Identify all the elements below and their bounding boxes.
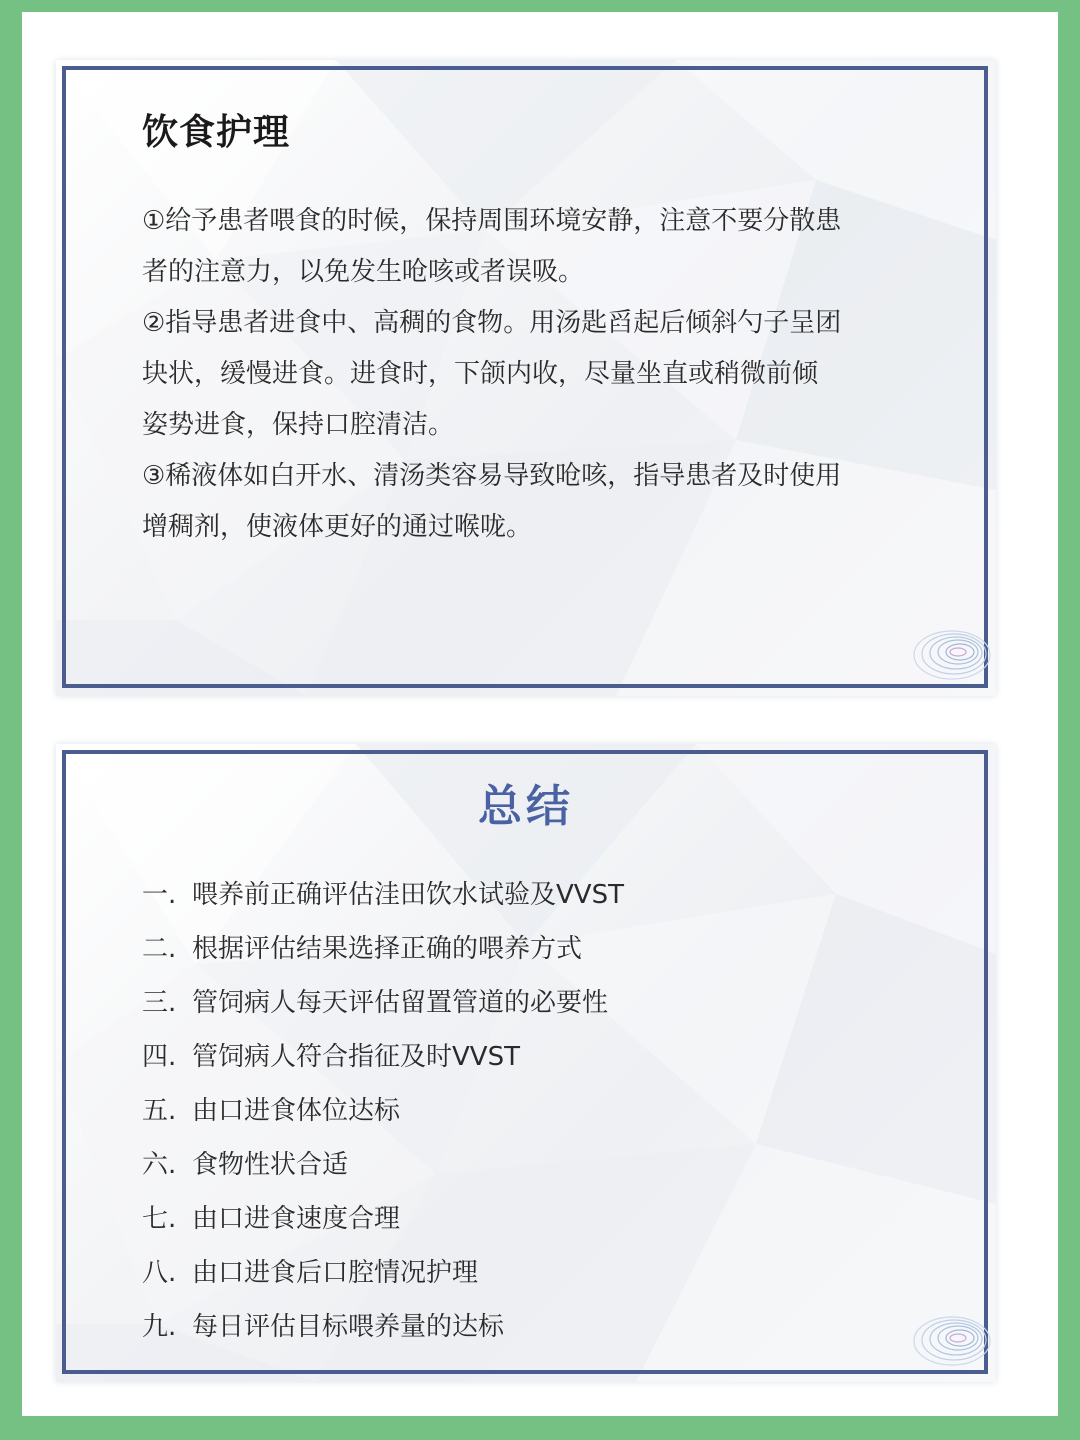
summary-list [142,868,624,1354]
summary-item-3 [142,976,624,1030]
summary-item-7 [142,1192,624,1246]
summary-item-number: 七. [142,1204,177,1234]
summary-item-6 [142,1138,624,1192]
summary-item-number: 三. [142,988,177,1018]
summary-item-text: 管饲病人每天评估留置管道的必要性 [192,988,609,1018]
diet-care-slide [56,60,996,696]
summary-item-8 [142,1246,624,1300]
diet-care-title: 饮食护理 [142,112,291,153]
summary-item-text: 喂养前正确评估洼田饮水试验及VVST [192,880,624,910]
summary-item-text: 由口进食后口腔情况护理 [192,1258,479,1288]
swirl-rings-decoration-icon [898,1300,994,1376]
summary-item-number: 二. [142,934,177,964]
summary-item-5 [142,1084,624,1138]
summary-item-number: 一. [142,880,177,910]
summary-item-text: 食物性状合适 [192,1150,349,1180]
summary-item-text: 每日评估目标喂养量的达标 [192,1312,505,1342]
summary-item-number: 六. [142,1150,177,1180]
summary-item-9 [142,1300,624,1354]
summary-item-number: 五. [142,1096,177,1126]
summary-title: 总结 [478,781,574,832]
summary-item-text: 由口进食体位达标 [192,1096,401,1126]
summary-item-number: 八. [142,1258,177,1288]
diet-care-paragraph-3: ③稀液体如白开水、清汤类容易导致呛咳，指导患者及时使用增稠剂，使液体更好的通过喉咙。 [142,461,842,542]
summary-item-4 [142,1030,624,1084]
diet-care-paragraphs [142,196,842,553]
diet-care-paragraph-1: ①给予患者喂食的时候，保持周围环境安静，注意不要分散患者的注意力，以免发生呛咳或者误吸。 [142,206,842,287]
summary-item-number: 四. [142,1042,177,1072]
summary-item-text: 根据评估结果选择正确的喂养方式 [192,934,583,964]
summary-item-2 [142,922,624,976]
summary-item-text: 由口进食速度合理 [192,1204,401,1234]
diet-care-paragraph-2: ②指导患者进食中、高稠的食物。用汤匙舀起后倾斜勺子呈团块状，缓慢进食。进食时，下颌内收，尽量坐直或稍微前倾姿势进食，保持口腔清洁。 [142,308,842,440]
summary-item-1 [142,868,624,922]
summary-slide [56,744,996,1382]
summary-item-text: 管饲病人符合指征及时VVST [192,1042,520,1072]
swirl-rings-decoration-icon [898,614,994,690]
summary-item-number: 九. [142,1312,177,1342]
